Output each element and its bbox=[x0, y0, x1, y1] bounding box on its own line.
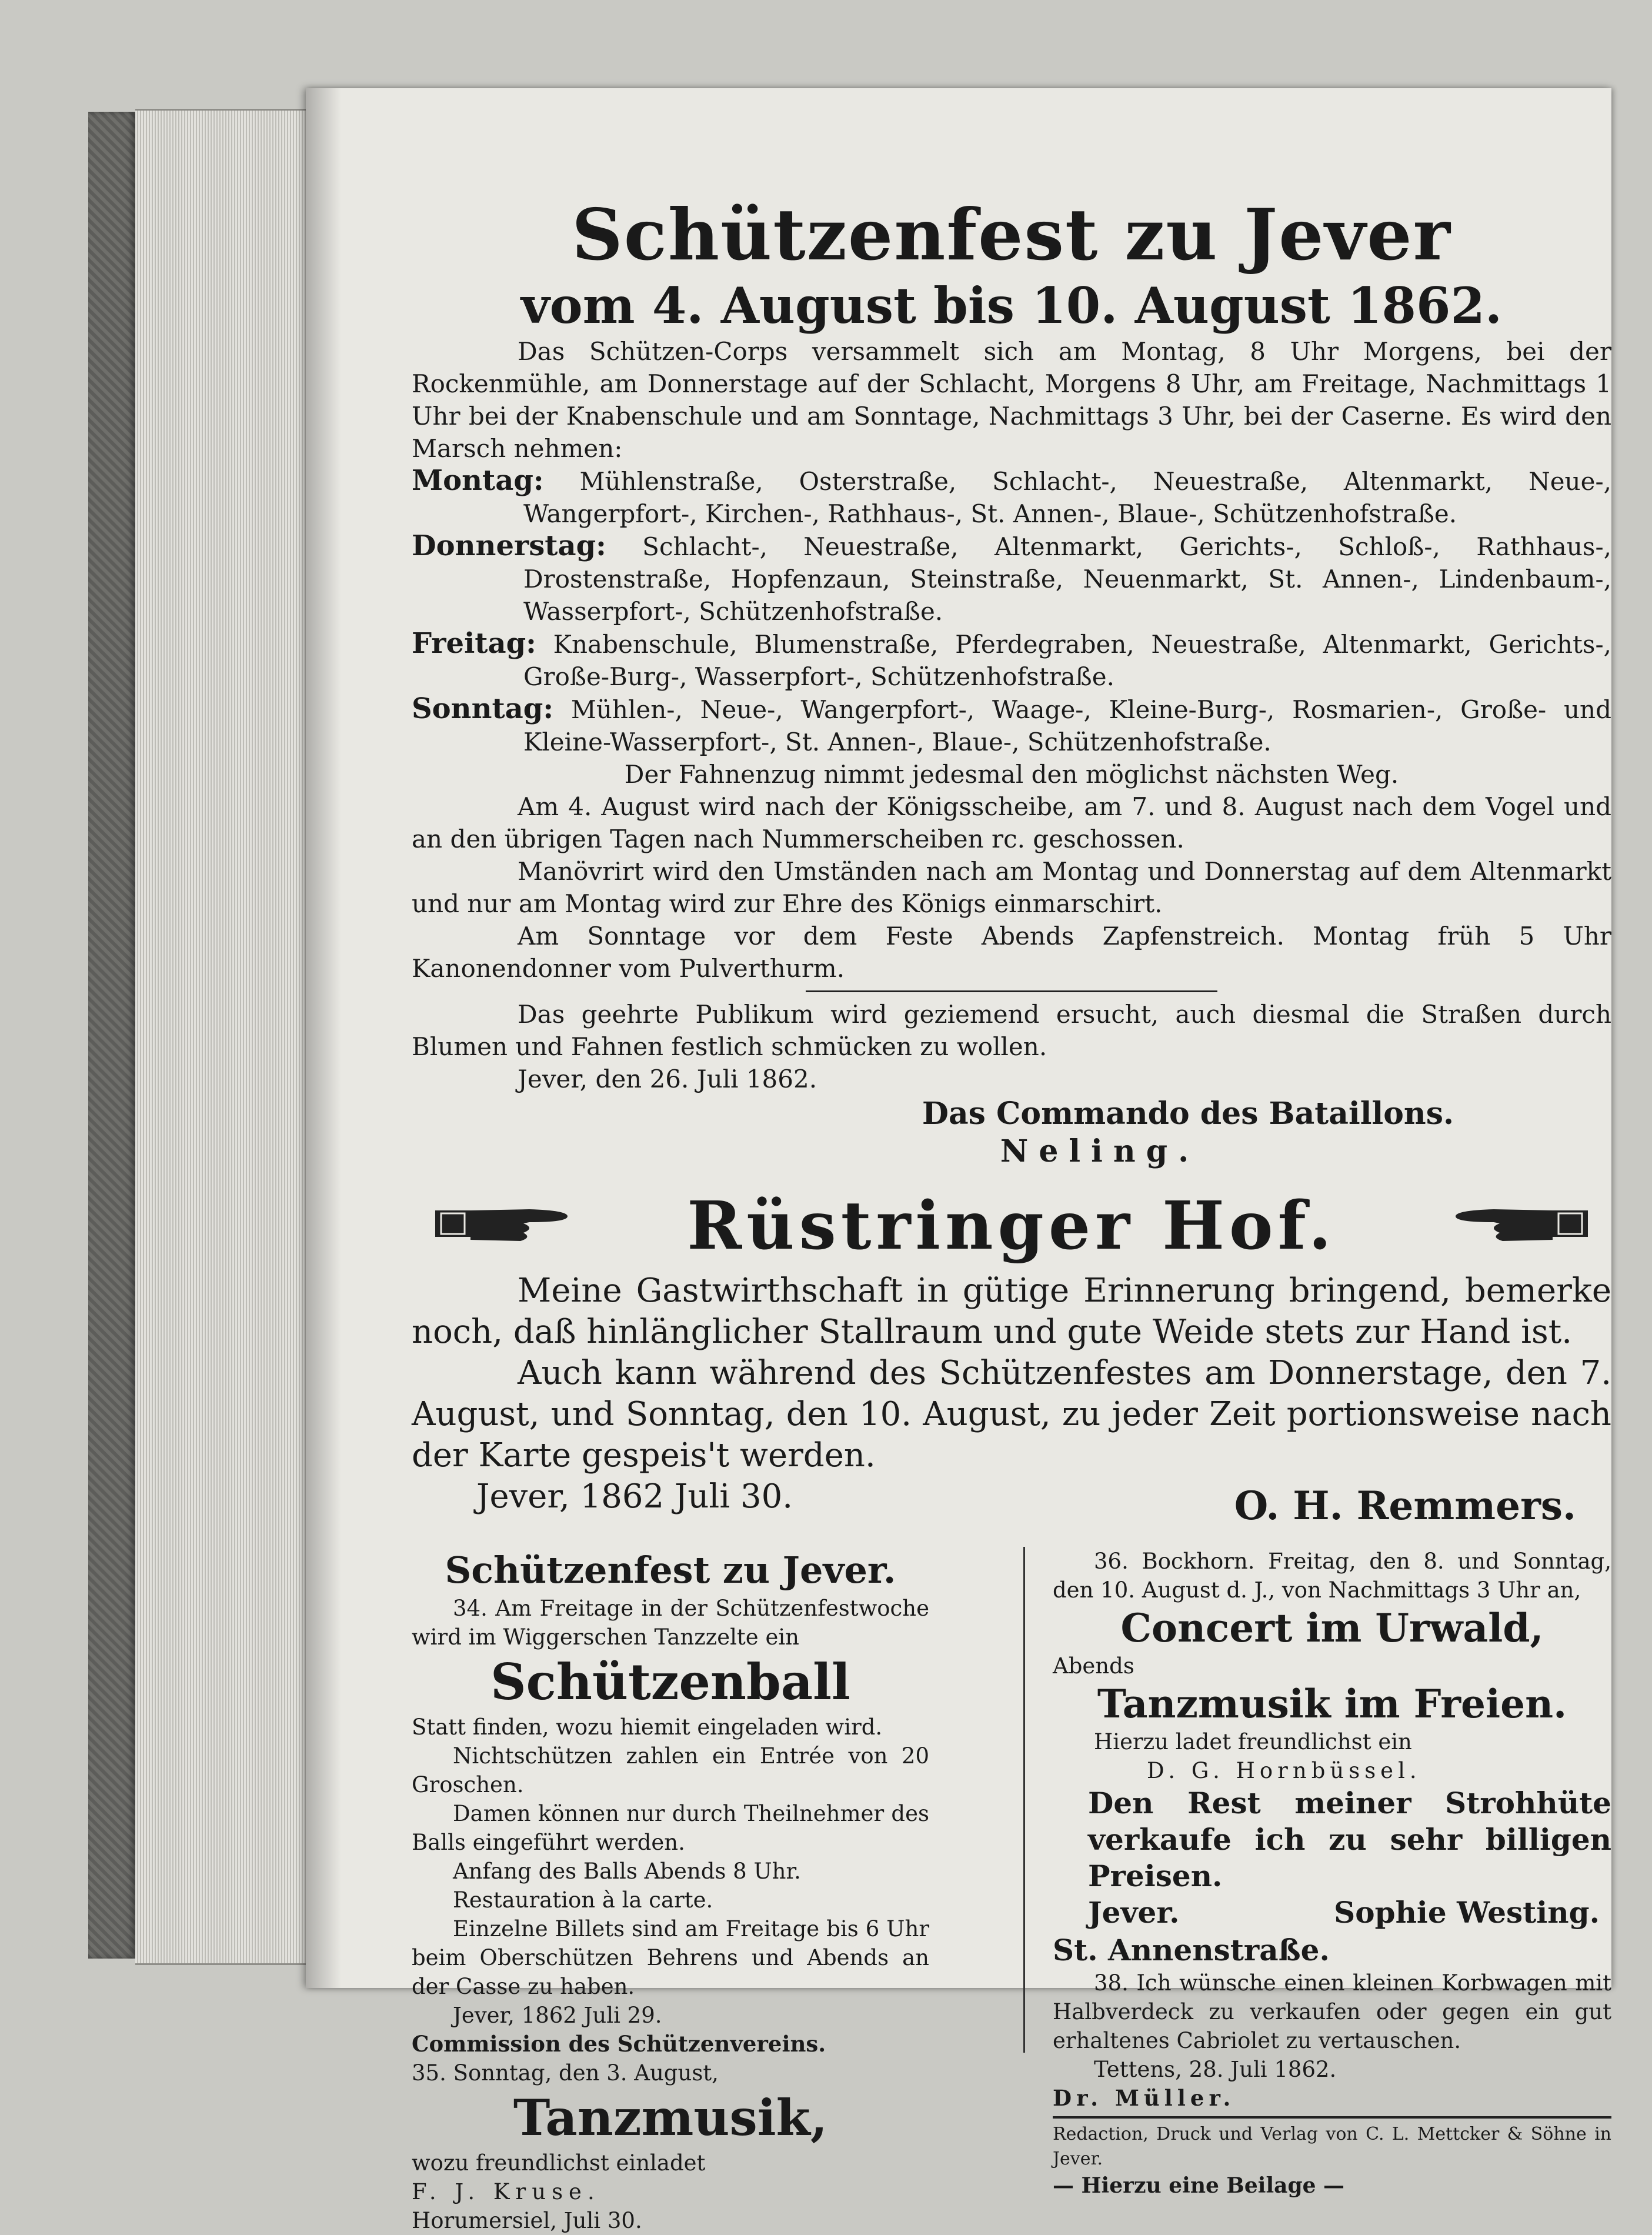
announcement-place-date: Jever, den 26. Juli 1862. bbox=[518, 1065, 817, 1093]
ads-left-column bbox=[412, 1547, 929, 2235]
ruestringer-text-2: Auch kann während des Schützenfestes am Donnerstage, den 7. August, und Sonntag, den 10. August, zu jeder Zeit portionsweise nach der Karte gespeis't werden. bbox=[412, 1354, 1611, 1475]
shooting-paragraph: Am 4. August wird nach der Königsscheibe, am 7. und 8. August nach dem Vogel und an den übrigen Tagen nach Nummerscheiben rc. geschossen. bbox=[412, 792, 1611, 853]
ruestringer-text-1: Meine Gastwirthschaft in gütige Erinnerung bringend, bemerke noch, daß hinlänglicher Stallraum und gute Weide stets zur Hand ist. bbox=[412, 1272, 1611, 1351]
ad-34-line: Nichtschützen zahlen ein Entrée von 20 Groschen. bbox=[412, 1743, 929, 1797]
route-day: Sonntag: bbox=[412, 692, 554, 725]
spine-shadow bbox=[306, 88, 341, 1988]
ad-35-signature: F. J. Kruse. bbox=[412, 2179, 600, 2204]
ad-34-line: Damen können nur durch Theilnehmer des Balls eingeführt werden. bbox=[412, 1801, 929, 1855]
ad-35-place: Horumersiel, Juli 30. bbox=[412, 2208, 642, 2233]
ad-36-invite: Hierzu ladet freundlichst ein bbox=[1094, 1729, 1412, 1754]
route-streets: Schlacht-, Neuestraße, Altenmarkt, Gerichts-, Schloß-, Rathhaus-, Drostenstraße, Hopfenzaun, Steinstraße, Neuenmarkt, St. Annen-, Lindenbaum-, Wasserpfort-, Schützenhofstraße. bbox=[523, 532, 1611, 626]
route-streets: Mühlenstraße, Osterstraße, Schlacht-, Neuestraße, Altenmarkt, Neue-, Wangerpfort-, Kirchen-, Rathhaus-, St. Annen-, Blaue-, Schützenhofstraße. bbox=[523, 467, 1611, 528]
column-divider bbox=[1023, 1547, 1025, 2053]
intro-paragraph: Das Schützen-Corps versammelt sich am Montag, 8 Uhr Morgens, bei der Rockenmühle, am Donnerstage auf der Schlacht, Morgens 8 Uhr, am Freitage, Nachmittags 1 Uhr bei der Knabenschule und am Sonntage, Nachmittags 3 Uhr, bei der Caserne. Es wird den Marsch nehmen: bbox=[412, 337, 1611, 463]
ad-37-street: St. Annenstraße. bbox=[1053, 1933, 1330, 1967]
main-title: Schützenfest zu Jever bbox=[572, 194, 1451, 276]
page-content bbox=[412, 194, 1611, 2233]
ad-36-intro: 36. Bockhorn. Freitag, den 8. und Sonntag, den 10. August d. J., von Nachmittags 3 Uhr an, bbox=[1053, 1549, 1611, 1603]
manoeuvre-paragraph: Manövrirt wird den Umständen nach am Montag und Donnerstag auf dem Altenmarkt und nur am Montag wird zur Ehre des Königs einmarschirt. bbox=[412, 857, 1611, 918]
ad-34-line: Einzelne Billets sind am Freitage bis 6 Uhr beim Oberschützen Behrens und Abends an der Casse zu haben. bbox=[412, 1916, 929, 1999]
small-ads-section bbox=[412, 1547, 1611, 2233]
supplement-note: — Hierzu eine Beilage — bbox=[1053, 2173, 1345, 2198]
ad-34-title: Schützenfest zu Jever. bbox=[445, 1549, 896, 1592]
route-thursday bbox=[412, 530, 1611, 628]
route-monday bbox=[412, 465, 1611, 530]
ad-35-intro: 35. Sonntag, den 3. August, bbox=[412, 2060, 719, 2086]
section-divider bbox=[806, 990, 1217, 992]
ruestringer-place-date: Jever, 1862 Juli 30. bbox=[476, 1477, 793, 1516]
ad-38-signature: Dr. Müller. bbox=[1053, 2085, 1236, 2111]
ad-37-text: Den Rest meiner Strohhüte verkaufe ich zu sehr billigen Preisen. bbox=[1088, 1786, 1611, 1893]
route-sunday bbox=[412, 693, 1611, 758]
ad-35-invite: wozu freundlichst einladet bbox=[412, 2150, 706, 2176]
commander-name: Neling. bbox=[1000, 1133, 1200, 1169]
imprint-divider bbox=[1053, 2116, 1611, 2119]
commando-signature: Das Commando des Bataillons. bbox=[922, 1096, 1454, 1132]
ad-34-signature: Commission des Schützenvereins. bbox=[412, 2031, 826, 2057]
tattoo-paragraph: Am Sonntage vor dem Feste Abends Zapfenstreich. Montag früh 5 Uhr Kanonendonner vom Pulverthurm. bbox=[412, 922, 1611, 983]
book-page-edges bbox=[135, 109, 306, 1965]
festival-dates: vom 4. August bis 10. August 1862. bbox=[520, 276, 1503, 335]
ad-36-event-2: Tanzmusik im Freien. bbox=[1097, 1681, 1567, 1727]
ad-37-name: Sophie Westing. bbox=[1334, 1895, 1600, 1930]
route-streets: Knabenschule, Blumenstraße, Pferdegraben, Neuestraße, Altenmarkt, Gerichts-, Große-Burg-, Wasserpfort-, Schützenhofstraße. bbox=[523, 630, 1611, 691]
ad-38-date: Tettens, 28. Juli 1862. bbox=[1094, 2057, 1337, 2082]
ad-35-event: Tanzmusik, bbox=[513, 2089, 828, 2147]
ad-36-evening: Abends bbox=[1053, 1653, 1134, 1679]
public-paragraph: Das geehrte Publikum wird geziemend ersucht, auch diesmal die Straßen durch Blumen und Fahnen festlich schmücken zu wollen. bbox=[412, 1000, 1611, 1061]
ads-right-column bbox=[1053, 1547, 1611, 2200]
ad-37-footer bbox=[1053, 1894, 1611, 1932]
pointing-hand-left-icon bbox=[1453, 1193, 1588, 1252]
ad-34-line: Restauration à la carte. bbox=[453, 1887, 713, 1913]
ad-34-event: Schützenball bbox=[490, 1653, 850, 1711]
ruestringer-signature: O. H. Remmers. bbox=[1234, 1483, 1576, 1529]
flag-paragraph: Der Fahnenzug nimmt jedesmal den möglichst nächsten Weg. bbox=[624, 760, 1399, 789]
ad-34-date: Jever, 1862 Juli 29. bbox=[453, 2003, 662, 2028]
ad-36-signature: D. G. Hornbüssel. bbox=[1147, 1758, 1421, 1783]
book-cover-edge bbox=[88, 112, 135, 1959]
ad-37-place: Jever. bbox=[1088, 1895, 1180, 1930]
route-day: Donnerstag: bbox=[412, 529, 606, 562]
route-streets: Mühlen-, Neue-, Wangerpfort-, Waage-, Kleine-Burg-, Rosmarien-, Große- und Kleine-Wasserpfort-, St. Annen-, Blaue-, Schützenhofstraße. bbox=[523, 695, 1611, 756]
ad-34-line: Anfang des Balls Abends 8 Uhr. bbox=[453, 1859, 801, 1884]
ad-36-event: Concert im Urwald, bbox=[1120, 1605, 1544, 1651]
ruestringer-title: Rüstringer Hof. bbox=[687, 1187, 1336, 1265]
route-day: Montag: bbox=[412, 464, 544, 497]
ad-34-intro: 34. Am Freitage in der Schützenfestwoche wird im Wiggerschen Tanzzelte ein bbox=[412, 1596, 929, 1650]
ad-34-line: Statt finden, wozu hiemit eingeladen wird. bbox=[412, 1714, 883, 1740]
ad-38-text: 38. Ich wünsche einen kleinen Korbwagen mit Halbverdeck zu verkaufen oder gegen ein gut erhaltenes Cabriolet zu vertauschen. bbox=[1053, 1970, 1611, 2053]
route-day: Freitag: bbox=[412, 627, 536, 660]
imprint-line: Redaction, Druck und Verlag von C. L. Mettcker & Söhne in Jever. bbox=[1053, 2124, 1611, 2169]
ruestringer-footer bbox=[412, 1476, 1611, 1529]
route-friday bbox=[412, 628, 1611, 693]
ruestringer-header bbox=[412, 1182, 1611, 1270]
